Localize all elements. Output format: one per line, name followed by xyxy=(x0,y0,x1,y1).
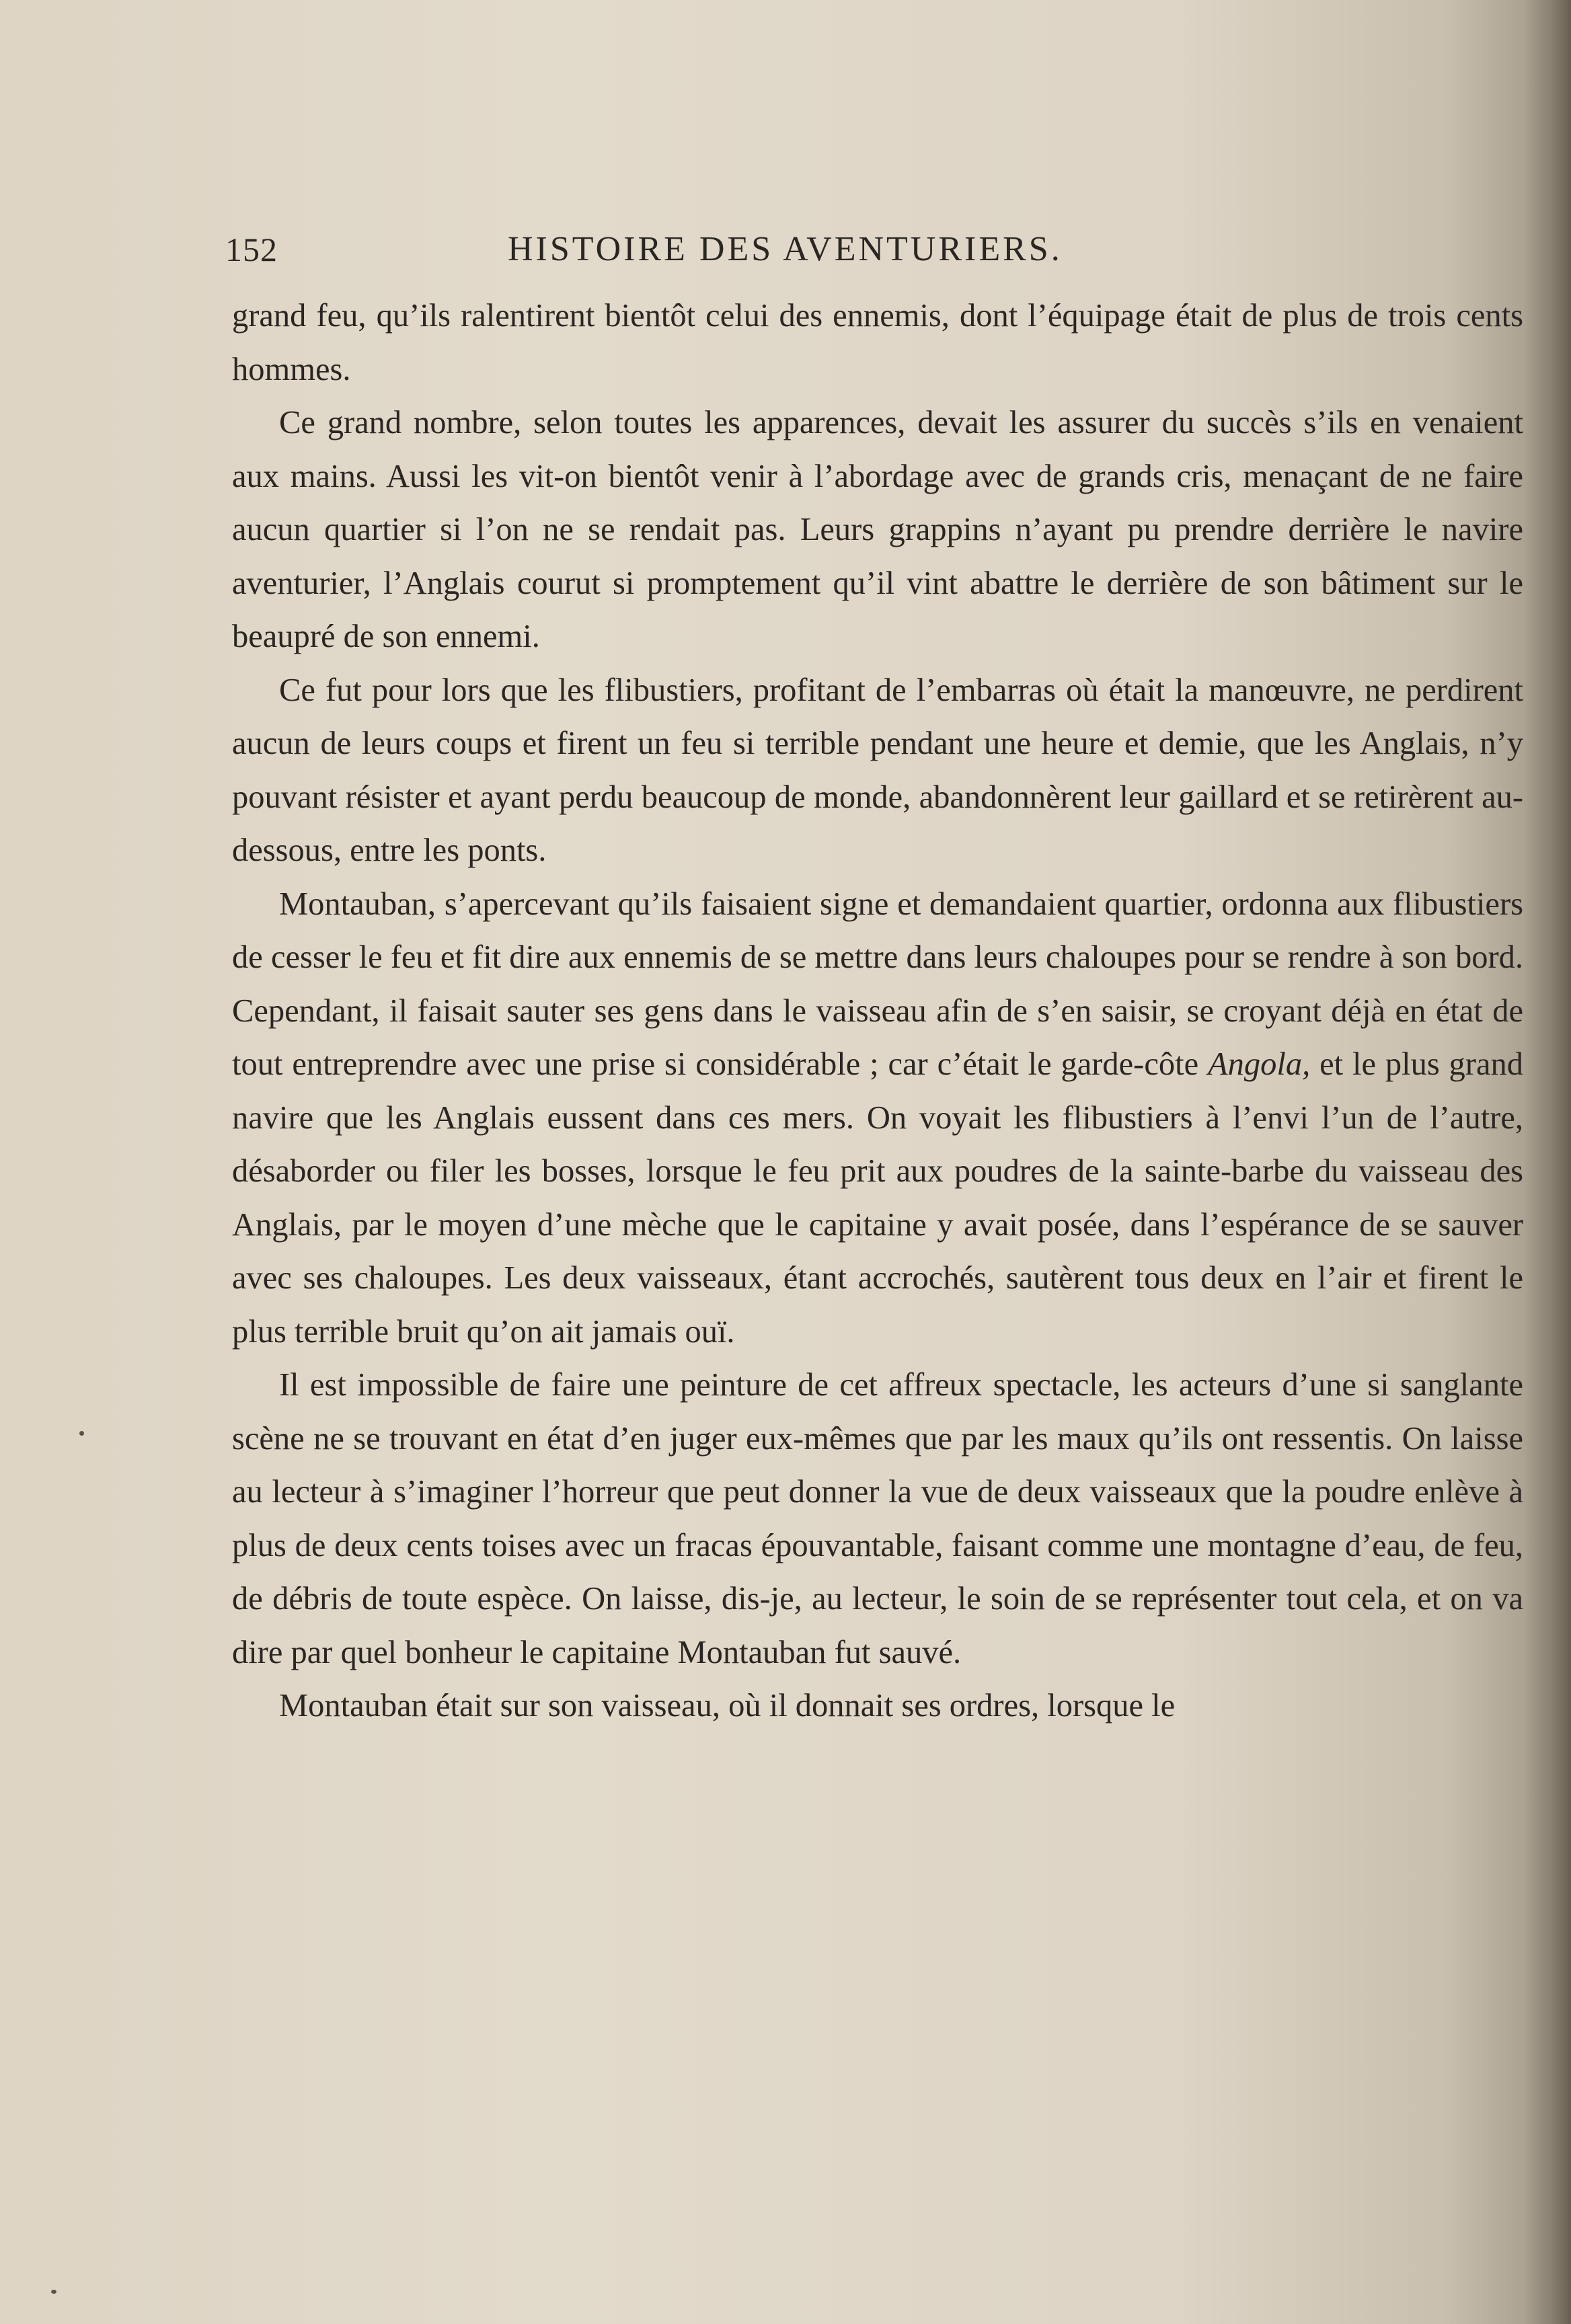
paragraph: Il est impossible de faire une peinture de cet affreux spectacle, les acteurs d’une si sanglante scène ne se trouvant en état d’en juger eux-mêmes que par les maux qu’ils ont ressentis. On laisse au lecteur à s’imaginer l’horreur que peut donner la vue de deux vaisseaux que la poudre enlève à plus de deux cents toises avec un fracas épouvantable, faisant comme une montagne d’eau, de feu, de débris de toute espèce. On laisse, dis-je, au lecteur, le soin de se représenter tout cela, et on va dire par quel bonheur le capitaine Montauban fut sauvé. xyxy=(232,1367,1523,1670)
binding-shadow xyxy=(1524,0,1571,2324)
paragraph: Ce grand nombre, selon toutes les apparences, devait les assurer du succès s’ils en venaient aux mains. Aussi les vit-on bientôt venir à l’abordage avec de grands cris, menaçant de ne faire aucun quartier si l’on ne se rendait pas. Leurs grappins n’ayant pu prendre derrière le navire aventurier, l’Anglais courut si promptement qu’il vint abattre le derrière de son bâtiment sur le beaupré de son ennemi. xyxy=(232,405,1523,654)
paragraph: Montauban était sur son vaisseau, où il donnait ses ordres, lorsque le xyxy=(279,1688,1176,1723)
running-header xyxy=(225,226,1248,273)
paper-speck xyxy=(79,1431,84,1436)
page-number: 152 xyxy=(225,231,278,268)
paper-speck xyxy=(51,2290,56,2294)
paragraph xyxy=(232,878,1523,1359)
paragraph: grand feu, qu’ils ralentirent bientôt celui des ennemis, dont l’équipage était de plus de trois cents hommes. xyxy=(232,298,1523,387)
paragraph-text: et le plus grand navire que les Anglais eussent dans ces mers. On voyait les flibustiers à l’envi l’un de l’autre, désaborder ou filer les bosses, lorsque le feu prit aux poudres de la sainte-barbe du vaisseau des Anglais, par le moyen d’une mèche que le capitaine y avait posée, dans l’espérance de se sauver avec ses chaloupes. Les deux vaisseaux, étant accrochés, sautèrent tous deux en l’air et firent le plus terrible bruit qu’on ait jamais ouï. xyxy=(232,1046,1523,1350)
running-title: HISTOIRE DES AVENTURIERS. xyxy=(508,230,1063,268)
ship-name: Angola, xyxy=(1207,1046,1311,1082)
paragraph-text: Montauban, s’apercevant qu’ils faisaient signe et demandaient quartier, ordonna aux flibustiers de cesser le feu et fit dire aux ennemis de se mettre dans leurs chaloupes pour se rendre à son bord. Cependant, il faisait sauter ses gens dans le vaisseau afin de s’en saisir, se croyant déjà en état de tout entreprendre avec une prise si considérable ; car c’était le garde-côte xyxy=(232,886,1523,1082)
paragraph: Ce fut pour lors que les flibustiers, profitant de l’embarras où était la manœuvre, ne perdirent aucun de leurs coups et firent un feu si terrible pendant une heure et demie, que les Anglais, n’y pouvant résister et ayant perdu beaucoup de monde, abandonnèrent leur gaillard et se retirèrent au-dessous, entre les ponts. xyxy=(232,672,1523,868)
body-text xyxy=(232,289,1523,1733)
